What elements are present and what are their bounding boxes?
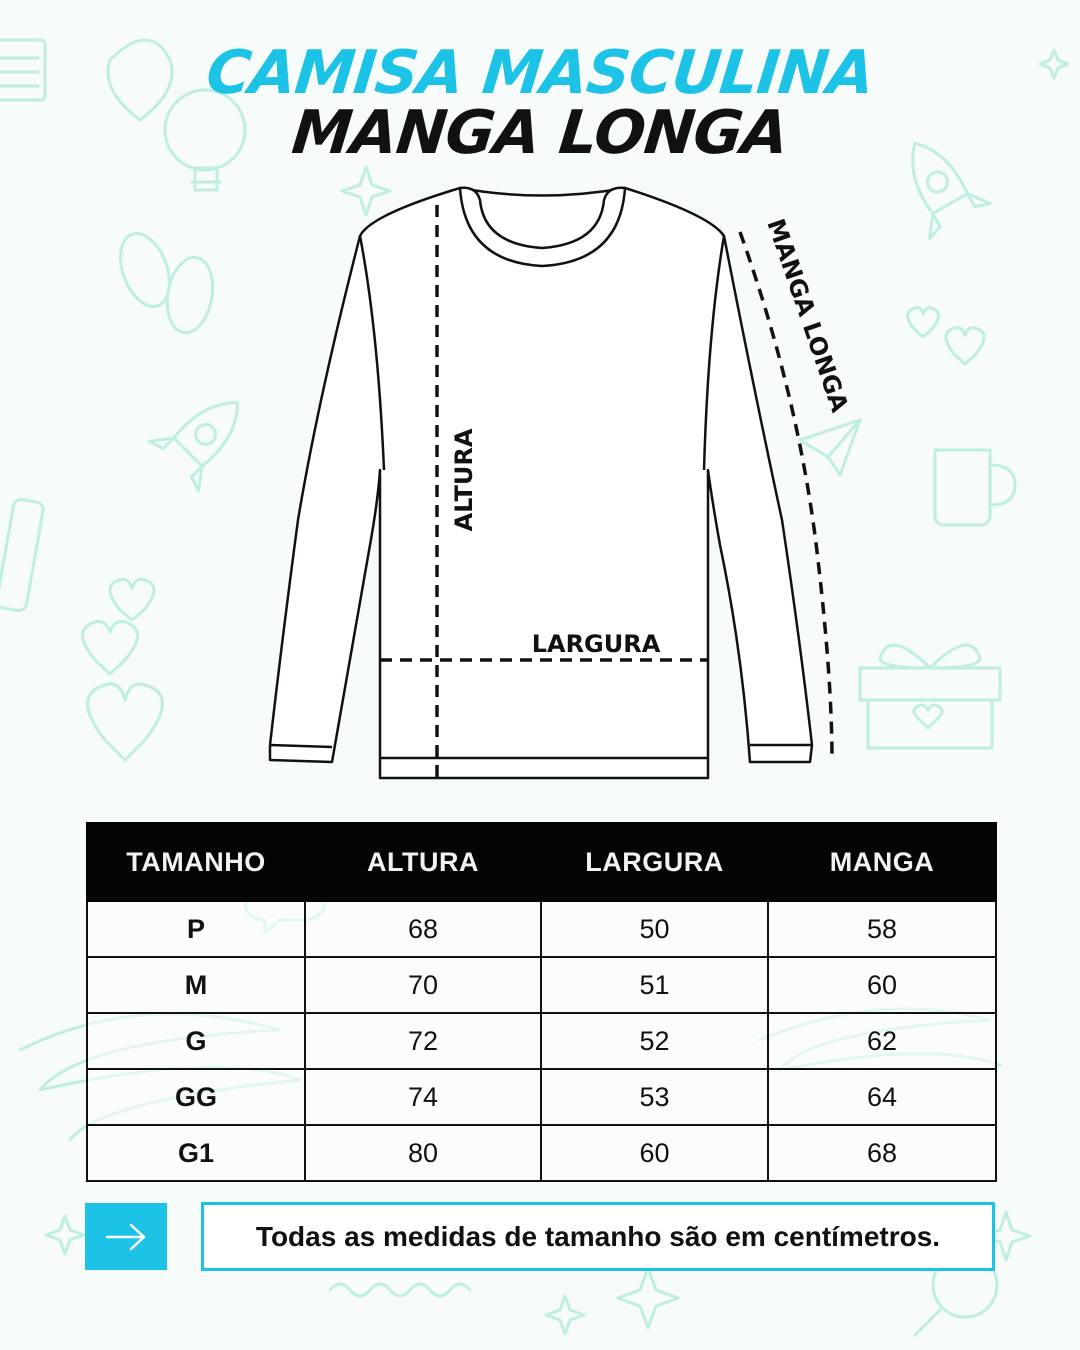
- size-cell: M: [87, 957, 305, 1013]
- largura-cell: 50: [541, 901, 768, 957]
- table-header-row: [87, 823, 996, 901]
- sparkle-doodle-icon: [546, 1296, 584, 1334]
- arrow-badge: [85, 1203, 167, 1270]
- size-cell: G: [87, 1013, 305, 1069]
- manga-cell: 64: [768, 1069, 996, 1125]
- sleeve-label: MANGA LONGA: [761, 215, 854, 416]
- size-table: [86, 822, 997, 1182]
- table-row: [87, 1125, 996, 1181]
- squiggle-doodle-icon: [330, 1284, 470, 1296]
- manga-cell: 62: [768, 1013, 996, 1069]
- table-row: [87, 957, 996, 1013]
- size-cell: G1: [87, 1125, 305, 1181]
- header-largura: LARGURA: [541, 823, 768, 901]
- table-row: [87, 1069, 996, 1125]
- sparkle-doodle-icon: [618, 1268, 678, 1328]
- height-label: ALTURA: [450, 428, 478, 532]
- header-altura: ALTURA: [305, 823, 541, 901]
- altura-cell: 72: [305, 1013, 541, 1069]
- table-row: [87, 901, 996, 957]
- manga-cell: 58: [768, 901, 996, 957]
- table-row: [87, 1013, 996, 1069]
- measurement-note: [201, 1202, 995, 1271]
- width-label: LARGURA: [531, 630, 661, 658]
- header-tamanho: TAMANHO: [87, 823, 305, 901]
- header-manga: MANGA: [768, 823, 996, 901]
- largura-cell: 60: [541, 1125, 768, 1181]
- altura-cell: 70: [305, 957, 541, 1013]
- altura-cell: 74: [305, 1069, 541, 1125]
- sparkle-doodle-icon: [46, 1216, 84, 1254]
- measurement-note-text: Todas as medidas de tamanho são em centímetros.: [255, 1220, 941, 1252]
- shirt-body: [270, 188, 812, 778]
- manga-cell: 68: [768, 1125, 996, 1181]
- size-cell: GG: [87, 1069, 305, 1125]
- largura-cell: 53: [541, 1069, 768, 1125]
- altura-cell: 80: [305, 1125, 541, 1181]
- largura-cell: 51: [541, 957, 768, 1013]
- largura-cell: 52: [541, 1013, 768, 1069]
- altura-cell: 68: [305, 901, 541, 957]
- title-line-1: CAMISA MASCULINA: [203, 38, 877, 108]
- size-cell: P: [87, 901, 305, 957]
- manga-cell: 60: [768, 957, 996, 1013]
- arrow-right-icon: [104, 1222, 148, 1252]
- title-line-2: MANGA LONGA: [288, 98, 792, 168]
